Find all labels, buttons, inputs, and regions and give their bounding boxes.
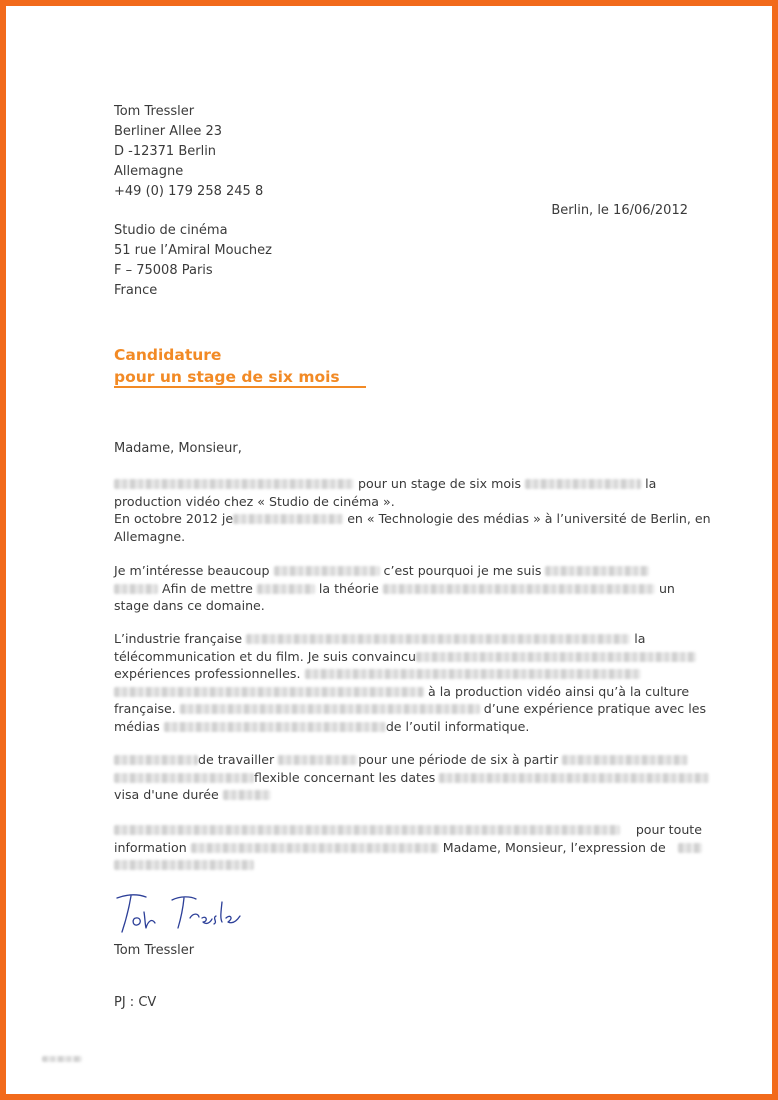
- redacted-text: [439, 773, 709, 783]
- paragraph-3: [114, 630, 707, 735]
- sender-name: Tom Tressler: [114, 104, 195, 119]
- redacted-text: [678, 843, 702, 853]
- text-fragment: Madame, Monsieur, l’expression de: [442, 839, 666, 855]
- text-fragment: information: [114, 839, 187, 855]
- subject-line-1: Candidature: [114, 346, 222, 364]
- redacted-text: [233, 514, 343, 524]
- recipient-city: F – 75008 Paris: [114, 263, 213, 278]
- text-fragment: télécommunication et du film. Je suis convaincu: [114, 648, 416, 664]
- text-fragment: la: [634, 631, 646, 646]
- sender-street: Berliner Allee 23: [114, 124, 222, 139]
- paragraph-2: [114, 562, 702, 615]
- text-fragment: L’industrie française: [114, 631, 243, 646]
- redacted-text: [305, 669, 641, 679]
- text-fragment: expériences professionnelles.: [114, 666, 301, 681]
- text-fragment: pour toute: [635, 822, 702, 837]
- subject-heading: [114, 344, 340, 388]
- text-fragment: c’est pourquoi je me suis: [383, 563, 542, 578]
- text-fragment: à la production vidéo ainsi qu’à la culture: [428, 683, 690, 699]
- redacted-text: [191, 843, 439, 853]
- redacted-text: [114, 687, 424, 697]
- redacted-text: [42, 1056, 82, 1062]
- text-fragment: pour un stage de six mois: [358, 476, 522, 491]
- redacted-text: [114, 860, 254, 870]
- text-fragment: médias: [114, 718, 160, 734]
- enclosure-note: PJ : CV: [114, 995, 157, 1010]
- redacted-text: [114, 773, 254, 783]
- text-fragment: française.: [114, 701, 176, 716]
- text-fragment: visa d'une durée: [114, 787, 219, 802]
- sender-country: Allemagne: [114, 164, 184, 179]
- salutation: Madame, Monsieur,: [114, 441, 242, 456]
- redacted-text: [164, 722, 386, 732]
- redacted-text: [383, 584, 655, 594]
- redacted-text: [223, 790, 271, 800]
- signature-name: Tom Tressler: [114, 943, 195, 958]
- sender-city: D -12371 Berlin: [114, 144, 217, 159]
- paragraph-4: [114, 751, 702, 804]
- redacted-text: [562, 755, 688, 765]
- subject-underline: [114, 386, 366, 388]
- text-fragment: pour une période de six à partir: [358, 752, 559, 767]
- redacted-text: [114, 755, 198, 765]
- redacted-text: [180, 704, 480, 714]
- text-fragment: de travailler: [198, 752, 275, 767]
- redacted-text: [278, 755, 358, 765]
- recipient-name: Studio de cinéma: [114, 223, 228, 238]
- redacted-text: [274, 566, 380, 576]
- recipient-street: 51 rue l’Amiral Mouchez: [114, 243, 272, 258]
- redacted-text: [257, 584, 315, 594]
- text-line: stage dans ce domaine.: [114, 598, 265, 613]
- paragraph-1: [114, 475, 711, 545]
- text-fragment: Je m’intéresse beaucoup: [114, 563, 270, 578]
- recipient-country: France: [114, 283, 158, 298]
- redacted-text: [416, 652, 696, 662]
- text-fragment: Afin de mettre: [162, 580, 253, 596]
- redacted-text: [114, 479, 354, 489]
- text-fragment: flexible concernant les dates: [254, 769, 436, 785]
- text-fragment: de l’outil informatique.: [385, 718, 530, 734]
- signature-drawing: [114, 888, 244, 936]
- redacted-text: [545, 566, 649, 576]
- text-fragment: la: [645, 476, 657, 491]
- text-fragment: en « Technologie des médias » à l’université de Berlin, en: [347, 511, 711, 526]
- text-line: production vidéo chez « Studio de cinéma ».: [114, 493, 395, 509]
- redacted-text: [114, 825, 620, 835]
- text-fragment: la théorie: [318, 580, 379, 596]
- redacted-text: [525, 479, 641, 489]
- faint-watermark: [42, 1054, 82, 1063]
- redacted-text: [114, 584, 158, 594]
- sender-phone: +49 (0) 179 258 245 8: [114, 184, 264, 199]
- text-fragment: d’une expérience pratique avec les: [483, 701, 707, 716]
- letter-date: Berlin, le 16/06/2012: [551, 203, 688, 218]
- text-fragment: En octobre 2012 je: [114, 511, 234, 526]
- text-fragment: un: [658, 580, 675, 596]
- subject-line-2: pour un stage de six mois: [114, 368, 340, 386]
- handwritten-signature: [114, 888, 244, 940]
- redacted-text: [246, 634, 630, 644]
- text-line: Allemagne.: [114, 528, 186, 544]
- paragraph-5: [114, 821, 702, 874]
